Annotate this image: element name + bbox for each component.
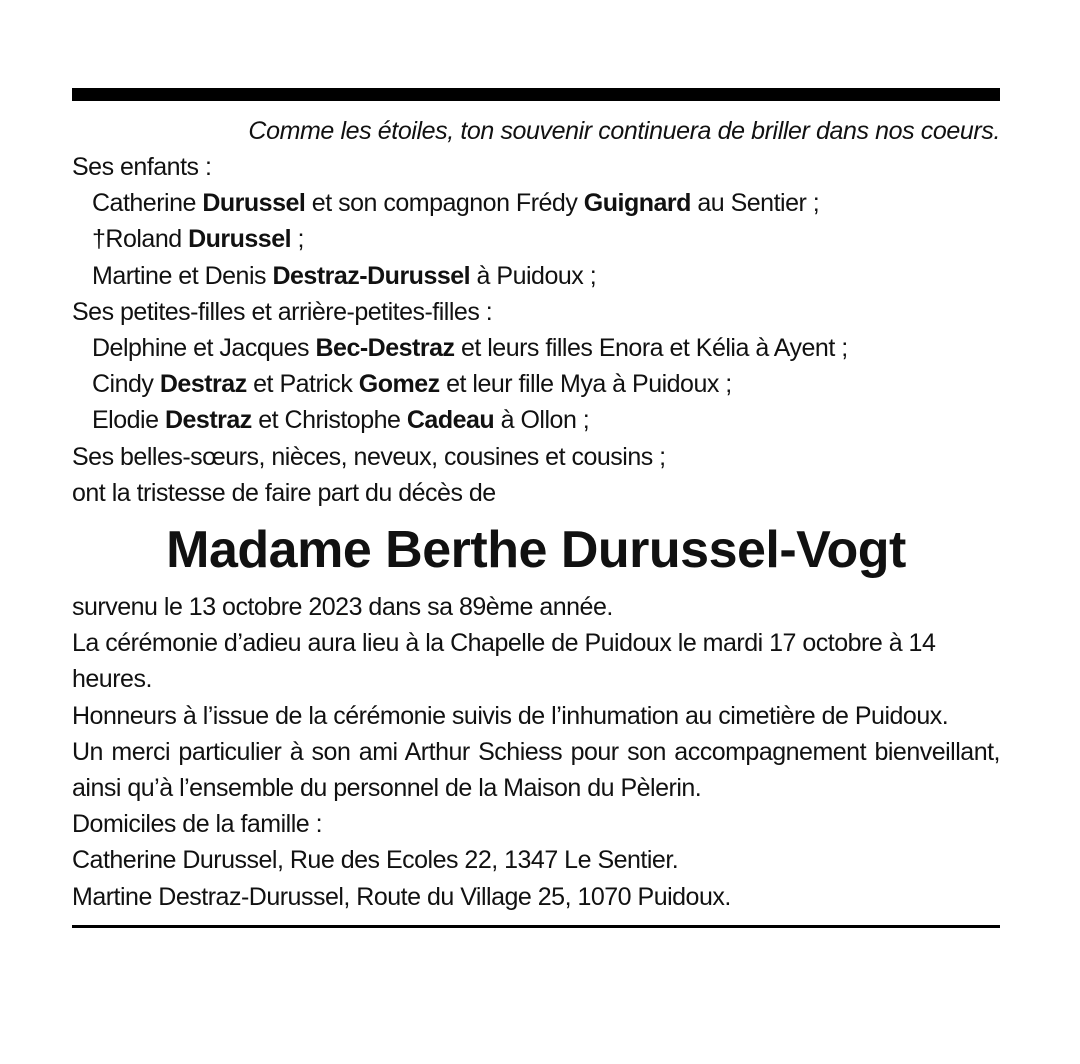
grandchild-line-delphine: Delphine et Jacques Bec-Destraz et leurs filles Enora et Kélia à Ayent ; [92, 334, 848, 363]
grandchild-line-elodie: Elodie Destraz et Christophe Cadeau à Ollon ; [92, 406, 590, 435]
honours-info: Honneurs à l’issue de la cérémonie suivis de l’inhumation au cimetière de Puidoux. [72, 701, 949, 730]
announcement-line: ont la tristesse de faire part du décès de [72, 478, 496, 507]
relatives-line: Ses belles-sœurs, nièces, neveux, cousines et cousins ; [72, 442, 666, 471]
domicile-address-1: Catherine Durussel, Rue des Ecoles 22, 1347 Le Sentier. [72, 846, 679, 875]
grandchildren-heading: Ses petites-filles et arrière-petites-filles : [72, 297, 493, 326]
cross-symbol: † [92, 225, 106, 254]
children-heading: Ses enfants : [72, 153, 212, 181]
child-line-roland: †Roland Durussel ; [92, 225, 304, 254]
grandchild-line-cindy: Cindy Destraz et Patrick Gomez et leur fille Mya à Puidoux ; [92, 370, 732, 399]
bottom-rule [72, 925, 1000, 928]
top-rule [72, 88, 1000, 101]
child-line-martine: Martine et Denis Destraz-Durussel à Puidoux ; [92, 261, 597, 290]
domiciles-heading: Domiciles de la famille : [72, 810, 323, 839]
obituary-notice [72, 88, 1000, 928]
child-line-catherine: Catherine Durussel et son compagnon Frédy Guignard au Sentier ; [92, 189, 820, 218]
ceremony-info: La cérémonie d’adieu aura lieu à la Chapelle de Puidoux le mardi 17 octobre à 14 heures. [72, 629, 936, 694]
death-info: survenu le 13 octobre 2023 dans sa 89ème année. [72, 593, 613, 622]
epigraph: Comme les étoiles, ton souvenir continuera de briller dans nos coeurs. [248, 117, 1000, 145]
thanks-paragraph: Un merci particulier à son ami Arthur Schiess pour son accompagnement bienveillant, ainsi qu’à l’ensemble du personnel de la Maison du Pèlerin. [72, 737, 1000, 803]
domicile-address-2: Martine Destraz-Durussel, Route du Village 25, 1070 Puidoux. [72, 882, 731, 911]
deceased-name: Madame Berthe Durussel-Vogt [166, 521, 906, 580]
